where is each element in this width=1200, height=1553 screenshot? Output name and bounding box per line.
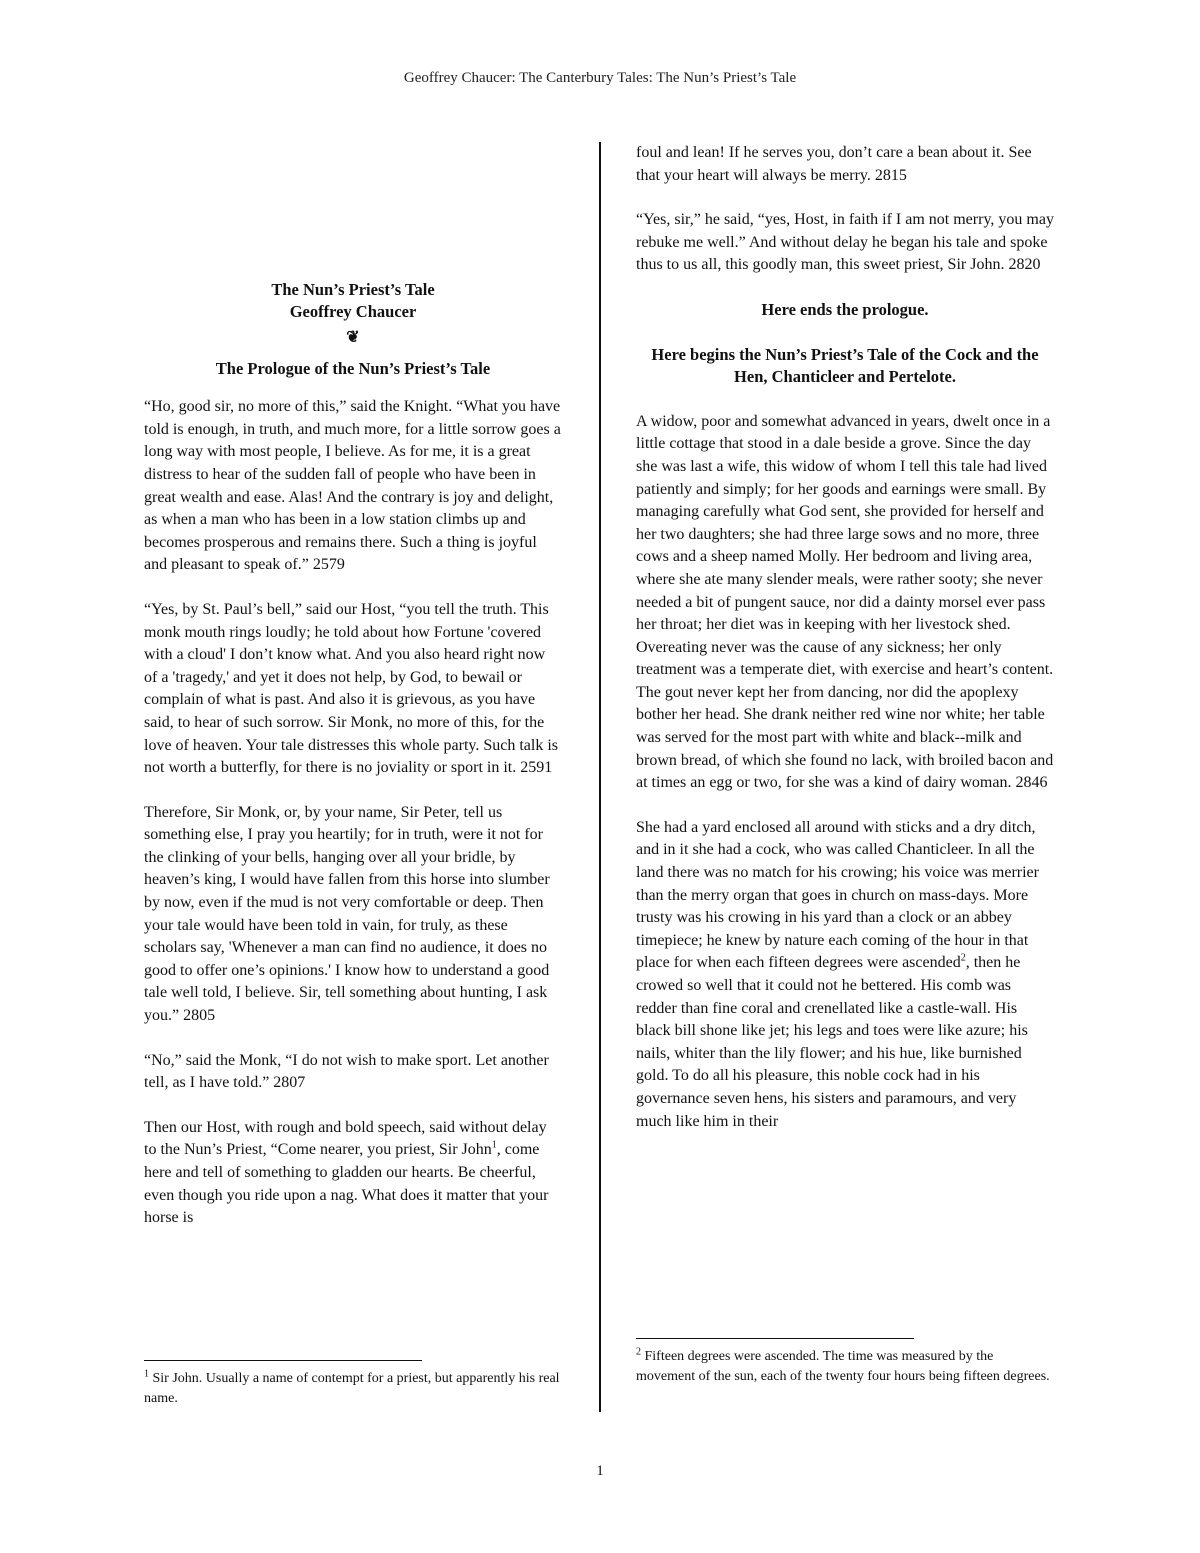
footnote [636,1347,1054,1387]
running-header: Geoffrey Chaucer: The Canterbury Tales: The Nun’s Priest’s Tale [403,70,797,86]
prologue-heading: The Prologue of the Nun’s Priest’s Tale [215,358,491,378]
footnote-area-left [144,1360,562,1409]
footnote-divider [636,1338,914,1339]
paragraph-text: Then our Host, with rough and bold speech, said without delay to the Nun’s Priest, “Come nearer, you priest, Sir John [144,1118,547,1159]
paragraph [144,1117,562,1230]
paragraph: A widow, poor and somewhat advanced in years, dwelt once in a little cottage that stood in a dale beside a grove. Since the day she was last a wife, this widow of whom I tell this tale had lived patiently and simply; for her goods and earnings were small. By managing carefully what God sent, she provided for herself and her two daughters; she had three large sows and no more, three cows and a sheep named Molly. Her bedroom and living area, where she ate many slender meals, were rather sooty; she never needed a bit of pungent sauce, nor did a dainty morsel ever pass her throat; her diet was in keeping with her livestock shed. Overeating never was the cause of any sickness; her only treatment was a temperate diet, with exercise and heart’s content. The gout never kept her from dancing, nor did the apoplexy bother her head. She drank neither red wine nor white; her table was served for the most part with white and black--milk and brown bread, of which she found no lack, with broiled bacon and at times an egg or two, for she was a kind of dairy woman. 2846 [636,412,1054,792]
tale-title: The Nun’s Priest’s Tale [271,280,435,299]
footnote-marker[interactable]: 1 [491,1140,497,1152]
section-heading: Here ends the prologue. [761,299,929,319]
footnote-text: Sir John. Usually a name of contempt for a priest, but apparently his real name. [144,1371,560,1406]
column-divider [599,142,601,1412]
footnote-text: Fifteen degrees were ascended. The time was measured by the movement of the sun, each of the twenty four hours being fifteen degrees. [636,1349,1050,1384]
paragraph: “No,” said the Monk, “I do not wish to make sport. Let another tell, as I have told.” 2807 [144,1051,549,1092]
footnote-divider [144,1360,422,1361]
footnote-marker[interactable]: 2 [960,953,966,965]
paragraph-text: She had a yard enclosed all around with sticks and a dry ditch, and in it she had a cock, who was called Chanticleer. In all the land there was no match for his crowing; his voice was merrier than the merry organ that goes in church on mass-days. More trusty was his crowing in his yard than a clock or an abbey timepiece; he knew by nature each coming of the hour in that place for when each fifteen degrees were ascended [636,818,1039,972]
footnote-number: 2 [636,1346,641,1358]
paragraph-text: , then he crowed so well that it could not he bettered. His comb was redder than fine coral and crenellated like a castle-wall. His black bill shone like jet; his legs and toes were like azure; his nails, whiter than the lily flower; and his hue, like burnished gold. To do all his pleasure, this noble cock had in his governance seven hens, his sisters and paramours, and very much like him in their [636,954,1028,1130]
paragraph: “Yes, sir,” he said, “yes, Host, in faith if I am not merry, you may rebuke me well.” And without delay he began his tale and spoke thus to us all, this goodly man, this sweet priest, Sir John. 2820 [636,211,1054,274]
paragraph-text: , come here and tell of something to gladden our hearts. Be cheerful, even though you ride upon a nag. What does it matter that your horse is [144,1141,549,1227]
fleuron-ornament-icon: ❦ [346,329,360,346]
footnote-number: 1 [144,1368,149,1380]
right-column [636,142,1054,1155]
paragraph: “Ho, good sir, no more of this,” said the Knight. “What you have told is enough, in truth, and much more, for a little sorrow goes a long way with most people, I believe. As for me, it is a great distress to hear of the sudden fall of people who have been in great wealth and ease. Alas! And the contrary is joy and delight, as when a man who has been in a low station climbs up and becomes prosperous and remains there. Such a thing is joyful and pleasant to speak of.” 2579 [144,398,561,574]
author-name: Geoffrey Chaucer [289,302,417,321]
title-block [144,279,562,323]
section-heading: Here begins the Nun’s Priest’s Tale of the Cock and the Hen, Chanticleer and Pertelote. [651,344,1039,387]
paragraph: “Yes, by St. Paul’s bell,” said our Host, “you tell the truth. This monk mouth rings loudly; he told about how Fortune 'covered with a cloud' I don’t know what. And you also heard right now of a 'tragedy,' and yet it does not help, by God, to bewail or complain of what is past. And also it is grievous, as you have said, to hear of such sorrow. Sir Monk, no more of this, for the love of heaven. Your tale distresses this whole party. Such talk is not worth a butterfly, for there is no joviality or sport in it. 2591 [144,600,559,777]
paragraph: Therefore, Sir Monk, or, by your name, Sir Peter, tell us something else, I pray you heartily; for in truth, were it not for the clinking of your bells, hanging over all your bridle, by heaven’s king, I would have fallen from this horse into slumber by now, even if the mud is not very comfortable or deep. Then your tale would have been told in vain, for truly, as these scholars say, 'Whenever a man can find no audience, it does no good to offer one’s opinions.' I know how to understand a good tale well told, I believe. Sir, tell something about hunting, I ask you.” 2805 [144,803,550,1025]
paragraph [636,817,1054,1133]
footnote [144,1369,562,1409]
paragraph: foul and lean! If he serves you, don’t care a bean about it. See that your heart will always be merry. 2815 [636,144,1032,184]
left-column [144,142,562,1252]
page-number: 1 [596,1463,604,1479]
footnote-area-right [636,1338,1054,1387]
